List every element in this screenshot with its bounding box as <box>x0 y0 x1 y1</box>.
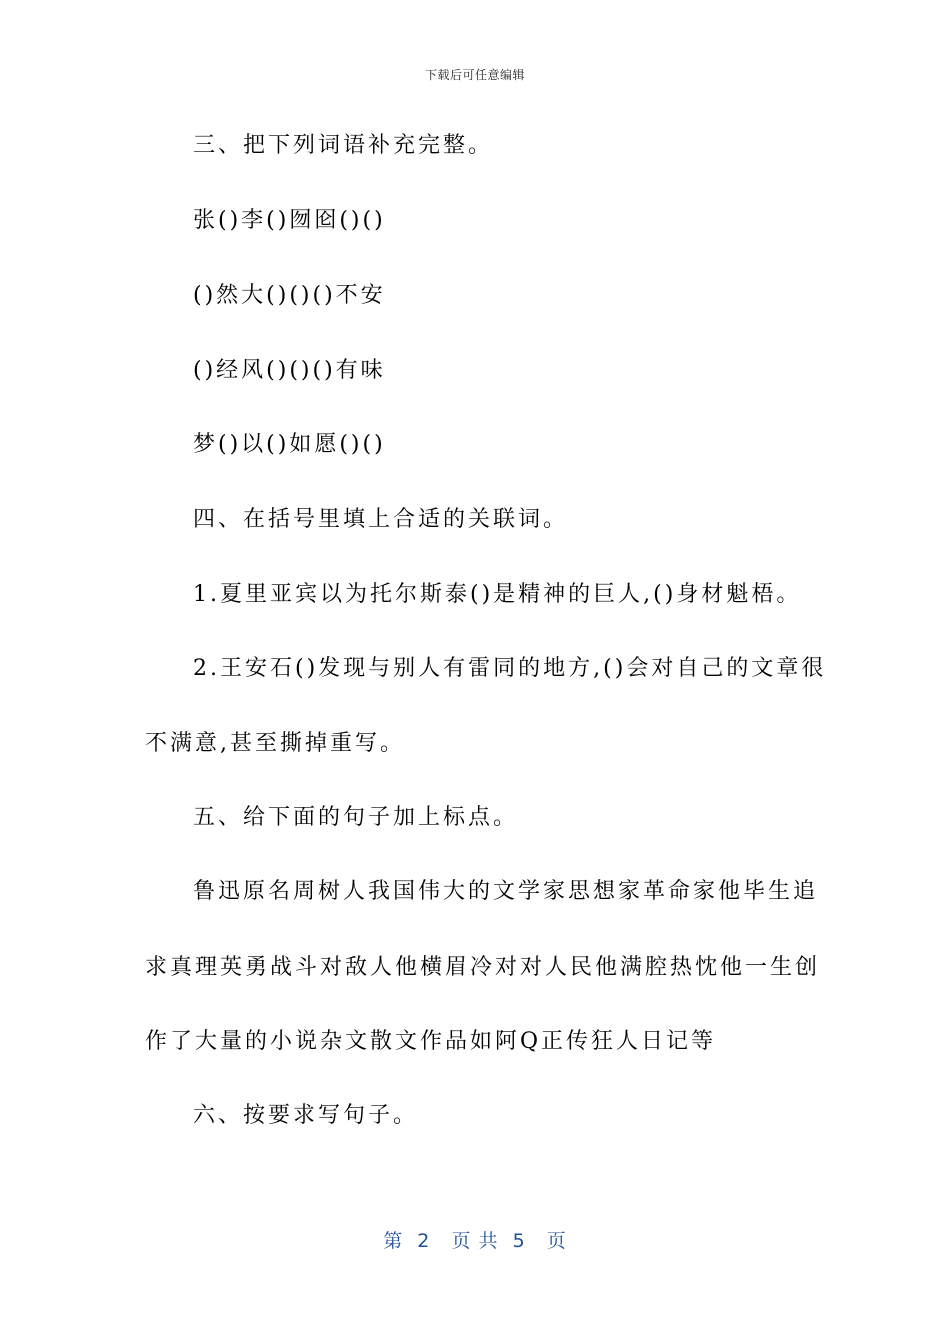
idiom-line-1: 张()李()囫囵()() <box>193 208 386 233</box>
question-4-2-line-2: 不满意,甚至撕掉重写。 <box>145 731 405 756</box>
page-header: 下载后可任意编辑 <box>424 68 525 82</box>
section-three-heading: 三、把下列词语补充完整。 <box>193 133 494 158</box>
passage-line-3: 作了大量的小说杂文散文作品如阿Q正传狂人日记等 <box>145 1029 717 1054</box>
idiom-line-4: 梦()以()如愿()() <box>193 432 386 457</box>
page-footer: 第 2 页 共 5 页 <box>383 1230 567 1252</box>
question-4-2-line-1: 2.王安石()发现与别人有雷同的地方,()会对自己的文章很 <box>193 656 827 681</box>
section-six-heading: 六、按要求写句子。 <box>193 1103 419 1128</box>
section-four-heading: 四、在括号里填上合适的关联词。 <box>193 507 569 532</box>
idiom-line-2: ()然大()()()不安 <box>193 283 386 308</box>
section-five-heading: 五、给下面的句子加上标点。 <box>193 805 519 830</box>
passage-line-2: 求真理英勇战斗对敌人他横眉冷对对人民他满腔热忱他一生创 <box>145 955 821 980</box>
passage-line-1: 鲁迅原名周树人我国伟大的文学家思想家革命家他毕生追 <box>193 879 819 904</box>
question-4-1: 1.夏里亚宾以为托尔斯泰()是精神的巨人,()身材魁梧。 <box>193 582 802 607</box>
idiom-line-3: ()经风()()()有味 <box>193 358 386 383</box>
